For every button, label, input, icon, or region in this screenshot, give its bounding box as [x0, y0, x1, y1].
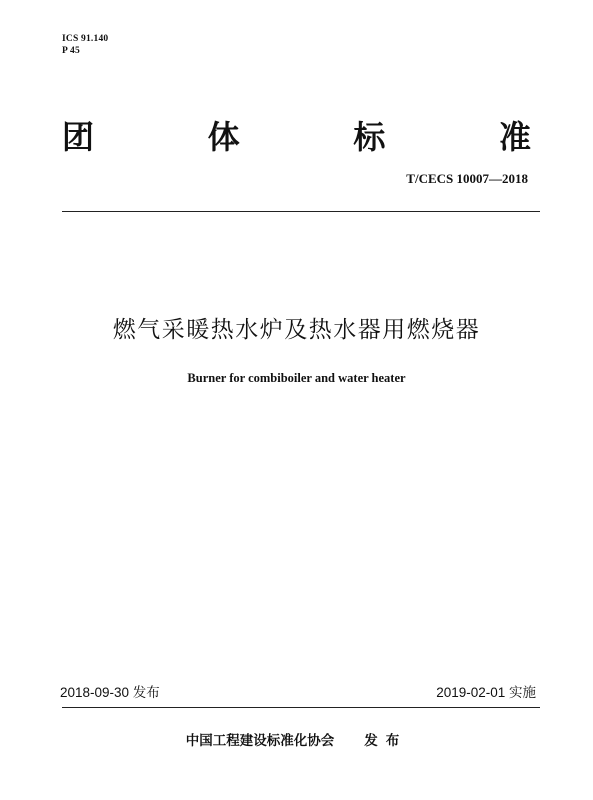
standard-type-char: 标 — [353, 118, 386, 156]
implementation-date: 2019-02-01 实施 — [436, 685, 536, 700]
footer-divider — [62, 707, 540, 708]
title-chinese: 燃气采暖热水炉及热水器用燃烧器 — [112, 317, 481, 343]
issue-date: 2018-09-30 发布 — [60, 685, 160, 700]
standard-type-char: 准 — [498, 118, 531, 156]
publisher-line — [0, 731, 593, 751]
publisher-action: 发布 — [364, 733, 408, 749]
ccs-code: P 45 — [62, 46, 80, 56]
title-english: Burner for combiboiler and water heater — [187, 371, 406, 385]
standard-type-char: 体 — [207, 118, 240, 156]
standard-type-char: 团 — [62, 118, 95, 156]
standard-number: T/CECS 10007—2018 — [406, 171, 528, 186]
classification-codes — [62, 33, 108, 57]
header-divider — [62, 211, 540, 212]
publisher-name: 中国工程建设标准化协会 — [185, 733, 335, 749]
standard-type-heading — [62, 117, 531, 157]
ics-code: ICS 91.140 — [62, 34, 109, 44]
